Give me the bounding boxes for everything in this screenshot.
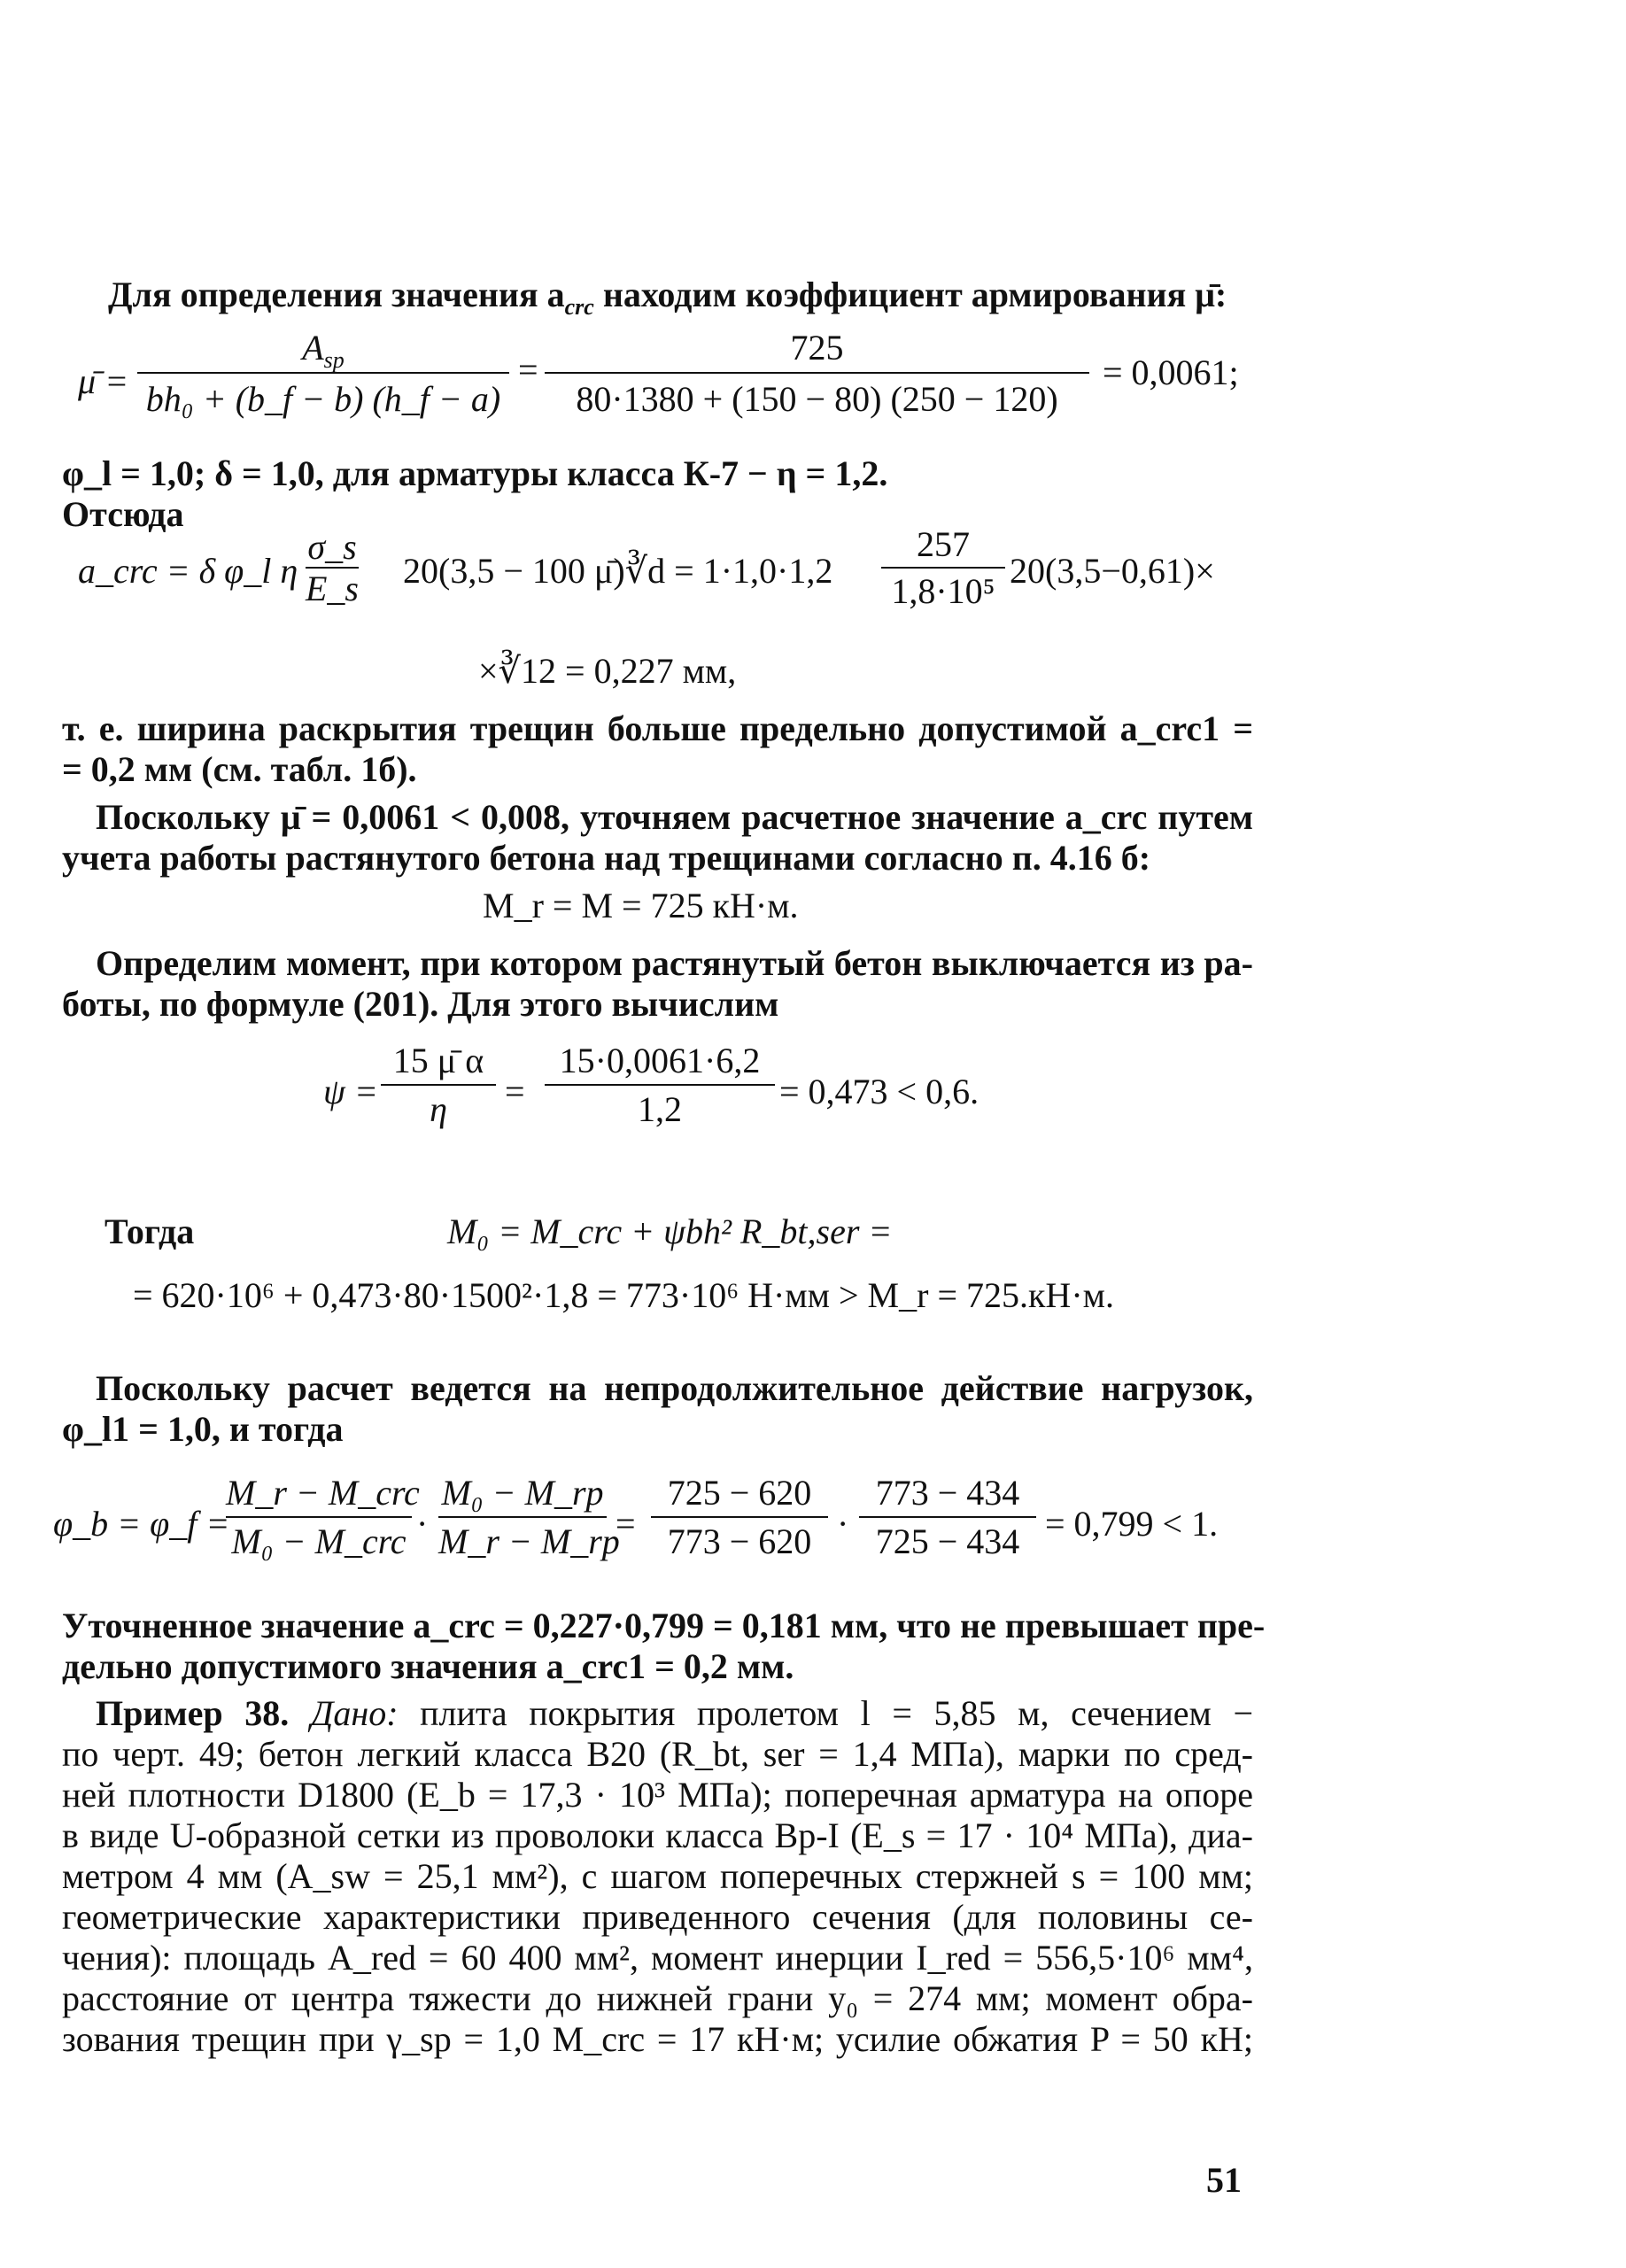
eq6-fraction-bar-2 [438,1516,607,1518]
eq5-continuation: = 620·10⁶ + 0,473·80·1500²·1,8 = 773·10⁶ Н·мм > M_r = 725.кН·м. [133,1275,1114,1315]
eq4-equals: = [505,1072,525,1111]
paragraph-crack-width-line-2: = 0,2 мм (см. табл. 1б). [62,749,417,789]
eq4-lhs: ψ = [323,1072,378,1111]
eq6-numerator-1: M_r − M_crc [226,1473,420,1513]
example-38-line-6: геометрические характеристики приведенного сечения (для половины се- [62,1897,1253,1937]
eq6-result: = 0,799 < 1. [1045,1504,1219,1544]
paragraph-moment-line-1: Определим момент, при котором растянутый бетон выключается из ра- [96,943,1253,983]
eq4-numerator-2: 15·0,0061·6,2 [559,1041,761,1080]
eq6-denominator-1: M₀ − M_crc [231,1521,406,1561]
paragraph-load-line-1: Поскольку расчет ведется на непродолжительное действие нагрузок, [96,1368,1253,1408]
eq4-result: = 0,473 < 0,6. [779,1072,979,1111]
eq3-moment: M_r = M = 725 кН·м. [483,886,799,925]
eq6-fraction-bar-3 [651,1516,828,1518]
eq2-es-denominator: E_s [306,569,359,608]
paragraph-refine-line-2: учета работы растянутого бетона над трещинами согласно п. 4.16 б: [62,838,1151,878]
eq1-numerator-numeric: 725 [790,328,844,368]
eq6-dot-1: · [416,1504,429,1544]
example-38-line-7: чения): площадь A_red = 60 400 мм², момент инерции I_red = 556,5·10⁶ мм⁴, [62,1938,1253,1978]
eq1-equals: = [518,350,538,390]
eq6-denominator-2: M_r − M_rp [438,1521,620,1561]
eq4-fraction-bar-1 [381,1084,496,1086]
intro-line: Для определения значения $a_{crc}$ находим коэффициент армирования μ̄: [108,275,1227,320]
eq6-lhs: φ_b = φ_f = [53,1504,230,1544]
example-38-line-2: по черт. 49; бетон легкий класса B20 (R_bt, ser = 1,4 МПа), марки по сред- [62,1734,1253,1774]
eq1-denominator-symbolic: bh₀ + (b_f − b) (h_f − a) [145,379,501,419]
paragraph-crack-width-line-1: т. е. ширина раскрытия трещин больше предельно допустимой a_crc1 = [62,708,1253,748]
eq6-denominator-4: 725 − 434 [875,1521,1020,1561]
eq2-sigma-numerator: σ_s [307,527,357,567]
eq1-denominator-numeric: 80·1380 + (150 − 80) (250 − 120) [576,379,1058,419]
eq2-tail: 20(3,5−0,61)× [1010,551,1215,591]
paragraph-moment-line-2: боты, по формуле (201). Для этого вычислим [62,984,779,1024]
paragraph-refine-line-1: Поскольку μ̄ = 0,0061 < 0,008, уточняем расчетное значение a_crc путем [96,797,1253,837]
hence-label: Отсюда [62,494,184,534]
eq6-dot-2: · [837,1504,849,1544]
eq1-fraction-bar-2 [545,372,1089,374]
eq6-numerator-4: 773 − 434 [875,1473,1020,1513]
eq5-formula: M₀ = M_crc + ψbh² R_bt,ser = [447,1211,893,1251]
eq4-fraction-bar-2 [545,1084,775,1086]
eq5-label: Тогда [105,1211,195,1251]
eq6-denominator-3: 773 − 620 [667,1521,812,1561]
eq6-fraction-bar-1 [226,1516,412,1518]
eq1-fraction-bar-1 [137,372,509,374]
eq1-lhs: μ̄ = [78,361,129,401]
eq1-numerator-symbolic: $A_{sp}$ [302,328,345,373]
page-number: 51 [1206,2160,1242,2200]
eq2-257-numerator: 257 [917,524,970,564]
eq2-continuation: ×∛12 = 0,227 мм, [478,651,737,691]
paragraph-refined-line-2: дельно допустимого значения a_crc1 = 0,2 мм. [62,1646,794,1686]
example-38-line-1: Пример 38. Дано: плита покрытия пролетом l = 5,85 м, сечением − [96,1693,1254,1733]
example-38-line-4: в виде U-образной сетки из проволоки класса Вр-I (E_s = 17 · 10⁴ МПа), диа- [62,1815,1253,1855]
eq6-fraction-bar-4 [859,1516,1036,1518]
eq2-lhs: a_crc = δ φ_l η [78,551,298,591]
eq4-numerator-1: 15 μ̄ α [392,1041,484,1080]
coefficients-line: φ_l = 1,0; δ = 1,0, для арматуры класса К-7 − η = 1,2. [62,453,888,493]
example-38-line-9: зования трещин при γ_sp = 1,0 M_crc = 17 кН·м; усилие обжатия P = 50 кН; [62,2019,1253,2059]
eq6-equals: = [616,1504,636,1544]
eq2-denominator: 1,8·10⁵ [891,571,995,611]
given-label: Дано: [310,1693,399,1733]
example-38-heading: Пример 38. [96,1693,290,1733]
eq4-denominator-2: 1,2 [638,1089,682,1129]
example-38-line-8: расстояние от центра тяжести до нижней грани y₀ = 274 мм; момент обра- [62,1978,1253,2018]
eq4-denominator-1: η [430,1089,447,1129]
eq2-middle: 20(3,5 − 100 μ̄)∛d = 1·1,0·1,2 [403,551,833,591]
eq2-fraction-bar-2 [881,567,1005,569]
example-38-line-3: ней плотности D1800 (E_b = 17,3 · 10³ МПа); поперечная арматура на опоре [62,1775,1253,1815]
example-38-line-5: метром 4 мм (A_sw = 25,1 мм²), с шагом поперечных стержней s = 100 мм; [62,1856,1253,1896]
eq1-result: = 0,0061; [1103,352,1239,392]
paragraph-load-line-2: φ_l1 = 1,0, и тогда [62,1409,344,1449]
eq6-numerator-3: 725 − 620 [667,1473,812,1513]
eq6-numerator-2: M₀ − M_rp [441,1473,604,1513]
paragraph-refined-line-1: Уточненное значение a_crc = 0,227·0,799 = 0,181 мм, что не превышает пре- [62,1606,1266,1645]
